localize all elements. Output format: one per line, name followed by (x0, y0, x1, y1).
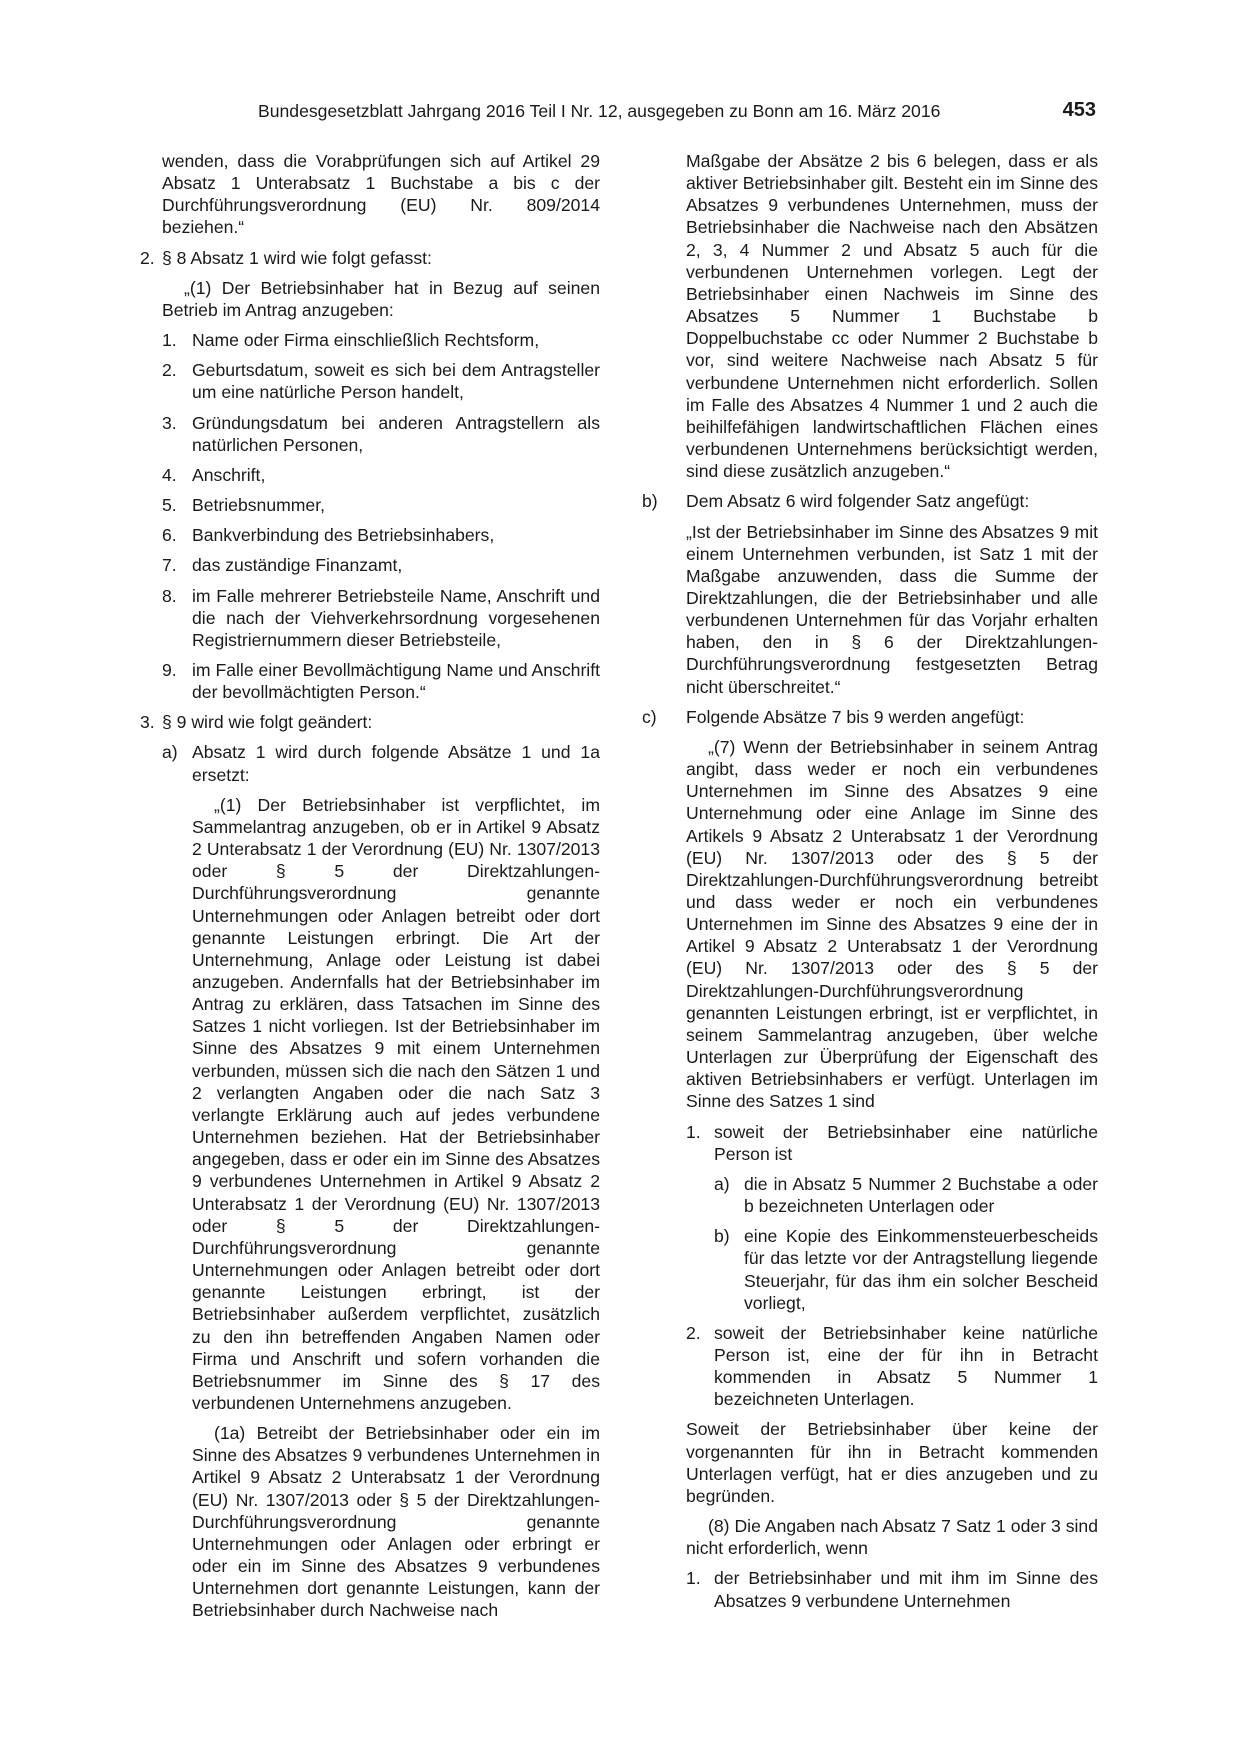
list-item (664, 1121, 1098, 1165)
sub-list-item (664, 1225, 1098, 1314)
list-item (162, 464, 600, 486)
list-item (162, 329, 600, 351)
item-text: das zuständige Finanzamt, (192, 555, 403, 576)
item-text: im Falle einer Bevollmächtigung Name und Anschrift der bevollmächtigten Person.“ (192, 659, 600, 703)
item-text: die in Absatz 5 Nummer 2 Buchstabe a oder b bezeichneten Unterlagen oder (744, 1173, 1098, 1217)
page-number: 453 (1062, 99, 1096, 121)
item-text: soweit der Betriebsinhaber eine natürliche Person ist (714, 1121, 1098, 1164)
amendment-paragraph-7: „(7) Wenn der Betriebsinhaber in seinem Antrag angibt, dass weder er noch ein verbundenes Unternehmen im Sinne des Absatzes 9 eine Unternehmung oder eine Anlage im Sinne des Artikels 9 Absatz 2 Unterabsatz 1 der Verordnung (EU) Nr. 1307/2013 oder des § 5 der Direktzahlungen-Durchführungsverordnung betreibt und dass weder er noch ein verbundenes Unternehmen im Sinne des Absatzes 9 eine der in Artikel 9 Absatz 2 Unterabsatz 1 der Verordnung (EU) Nr. 1307/2013 oder des § 5 der Direktzahlungen-Durchführungsverordnung genannten Leistungen erbringt, ist er verpflichtet, in seinem Sammelantrag anzugeben, über welche Unterlagen zur Überprüfung der Eigenschaft des aktiven Betriebsinhabers er verfügt. Unterlagen im Sinne des Satzes 1 sind (686, 736, 1098, 1112)
item-marker: 2. (140, 247, 155, 268)
item-text: eine Kopie des Einkommensteuerbescheids für das letzte vor der Antragstellung liegende Steuerjahr, für das ihm ein solcher Bescheid vorliegt, (744, 1226, 1098, 1313)
item-text: § 8 Absatz 1 wird wie folgt gefasst: (162, 247, 432, 268)
amendment-paragraph-1a: (1a) Betreibt der Betriebsinhaber oder ein im Sinne des Absatzes 9 verbundenes Unternehmen in Artikel 9 Absatz 2 Unterabsatz 1 der Verordnung (EU) Nr. 1307/2013 oder § 5 der Direktzahlungen-Durchführungsverordnung genannte Unternehmungen oder Anlagen oder erbringt er oder ein im Sinne des Absatzes 9 verbundenes Unternehmen dort genannte Leistungen, kann der Betriebsinhaber durch Nachweise nach (192, 1423, 600, 1621)
item-marker: 1. (686, 1121, 701, 1142)
item-marker: 5. (162, 495, 177, 516)
item-marker: 8. (162, 585, 177, 606)
list-item (162, 494, 600, 516)
item-text: der Betriebsinhaber und mit ihm im Sinne des Absatzes 9 verbundene Unternehmen (714, 1568, 1098, 1611)
page-header (258, 99, 1096, 129)
list-item (162, 659, 600, 703)
sub-list-item (664, 1173, 1098, 1217)
item-text: Bankverbindung des Betriebsinhabers, (192, 525, 495, 546)
amendment-paragraph-8: (8) Die Angaben nach Absatz 7 Satz 1 oder 3 sind nicht erforderlich, wenn (686, 1516, 1098, 1559)
item-marker: a) (162, 742, 178, 763)
continued-paragraph: Maßgabe der Absätze 2 bis 6 belegen, dass er als aktiver Betriebsinhaber gilt. Besteht ein im Sinne des Absatzes 9 verbundenes Unternehmen, muss der Betriebsinhaber die Nachweise nach den Absätzen 2, 3, 4 Nummer 2 und Absatz 5 auch für die verbundenen Unternehmen vorlegen. Legt der Betriebsinhaber einen Nachweis im Sinne des Absatzes 5 Nummer 1 Buchstabe b Doppelbuchstabe cc oder Nummer 2 Buchstabe b vor, sind weitere Nachweise nach Absatz 5 für verbundene Unternehmen nicht erforderlich. Sollen im Falle des Absatzes 4 Nummer 1 und 2 auch die beihilfefähigen landwirtschaftlichen Flächen eines verbundenen Unternehmens berücksichtigt werden, sind diese zusätzlich anzugeben.“ (686, 151, 1098, 482)
list-item (162, 554, 600, 576)
item-marker: c) (642, 706, 657, 727)
item-marker: 9. (162, 659, 177, 680)
numbered-list (140, 329, 600, 703)
item-marker: 7. (162, 555, 177, 576)
sub-item-c (642, 706, 1098, 728)
item-text: Geburtsdatum, soweit es sich bei dem Antragsteller um eine natürliche Person handelt, (192, 360, 600, 403)
quote-paragraph: „(1) Der Betriebsinhaber hat in Bezug auf seinen Betrieb im Antrag anzugeben: (162, 277, 600, 320)
item-text: Gründungsdatum bei anderen Antragstellern als natürlichen Personen, (192, 412, 600, 455)
closing-paragraph: Soweit der Betriebsinhaber über keine der vorgenannten für ihn in Betracht kommenden Unterlagen verfügt, hat er dies anzugeben und zu begründen. (686, 1419, 1098, 1506)
item-text: im Falle mehrerer Betriebsteile Name, Anschrift und die nach der Viehverkehrsordnung vorgesehenen Registriernummern dieser Betriebsteile, (192, 585, 600, 650)
right-column (642, 150, 1098, 1612)
list-item (664, 1322, 1098, 1411)
intro-paragraph: wenden, dass die Vorabprüfungen sich auf Artikel 29 Absatz 1 Unterabsatz 1 Buchstabe a bis c der Durchführungsverordnung (EU) Nr. 809/2014 beziehen.“ (162, 151, 600, 238)
item-marker: 1. (686, 1568, 701, 1589)
list-item (162, 585, 600, 651)
item-text: Dem Absatz 6 wird folgender Satz angefügt: (686, 491, 1030, 512)
list-item (162, 359, 600, 403)
item-text: Folgende Absätze 7 bis 9 werden angefügt: (686, 706, 1025, 727)
left-column (140, 150, 600, 1622)
item-text: Absatz 1 wird durch folgende Absätze 1 und 1a ersetzt: (192, 742, 600, 785)
item-marker: 1. (162, 330, 177, 351)
item-text: Anschrift, (192, 464, 266, 485)
item-text: § 9 wird wie folgt geändert: (162, 712, 373, 733)
item-text: Betriebsnummer, (192, 495, 325, 516)
quote-paragraph: „Ist der Betriebsinhaber im Sinne des Absatzes 9 mit einem Unternehmen verbunden, ist Satz 1 mit der Maßgabe anzuwenden, dass die Summe der Direktzahlungen, die der Betriebsinhaber und alle verbundenen Unternehmen für das Vorjahr erhalten haben, den in § 6 der Direktzahlungen-Durchführungsverordnung festgesetzten Betrag nicht überschreitet.“ (686, 521, 1098, 697)
item-marker: b) (642, 491, 658, 512)
item-marker: 4. (162, 464, 177, 485)
amendment-paragraph-1: „(1) Der Betriebsinhaber ist verpflichtet, im Sammelantrag anzugeben, ob er in Artikel 9 Absatz 2 Unterabsatz 1 der Verordnung (EU) Nr. 1307/2013 oder § 5 der Direktzahlungen-Durchführungsverordnung genannte Unternehmungen oder Anlagen betreibt oder dort genannte Leistungen erbringt. Die Art der Unternehmung, Anlage oder Leistung ist dabei anzugeben. Andernfalls hat der Betriebsinhaber im Antrag zu erklären, dass Tatsachen im Sinne des Satzes 1 nicht vorliegen. Ist der Betriebsinhaber im Sinne des Absatzes 9 mit einem Unternehmen verbunden, müssen sich die nach den Sätzen 1 und 2 verlangten Angaben oder die nach Satz 3 verlangte Erklärung auch auf jedes verbundene Unternehmen beziehen. Hat der Betriebsinhaber angegeben, dass er oder ein im Sinne des Absatzes 9 verbundenes Unternehmen in Artikel 9 Absatz 2 Unterabsatz 1 der Verordnung (EU) Nr. 1307/2013 oder § 5 der Direktzahlungen-Durchführungsverordnung genannte Unternehmungen oder Anlagen betreibt oder dort genannte Leistungen erbringt, ist der Betriebsinhaber außerdem verpflichtet, zusätzlich zu den ihn betreffenden Angaben Namen oder Firma und Anschrift und sofern vorhanden die Betriebsnummer im Sinne des § 17 des verbundenen Unternehmens anzugeben. (192, 794, 600, 1413)
item-marker: 2. (162, 360, 177, 381)
list-item (162, 412, 600, 456)
list-item (162, 524, 600, 546)
item-text: soweit der Betriebsinhaber keine natürliche Person ist, eine der für ihn in Betracht kommenden in Absatz 5 Nummer 1 bezeichneten Unterlagen. (714, 1322, 1098, 1410)
sub-item-b (642, 490, 1098, 512)
item-marker: 6. (162, 525, 177, 546)
item-marker: b) (714, 1226, 730, 1247)
list-item (664, 1567, 1098, 1611)
sub-item-a (140, 741, 600, 785)
item-marker: a) (714, 1173, 730, 1194)
list-item-2 (140, 247, 600, 269)
item-marker: 3. (140, 712, 155, 733)
list-item-3 (140, 711, 600, 733)
item-marker: 3. (162, 412, 177, 433)
item-text: Name oder Firma einschließlich Rechtsform, (192, 330, 540, 351)
item-marker: 2. (686, 1322, 701, 1343)
header-title: Bundesgesetzblatt Jahrgang 2016 Teil I Nr. 12, ausgegeben zu Bonn am 16. März 2016 (258, 101, 941, 121)
